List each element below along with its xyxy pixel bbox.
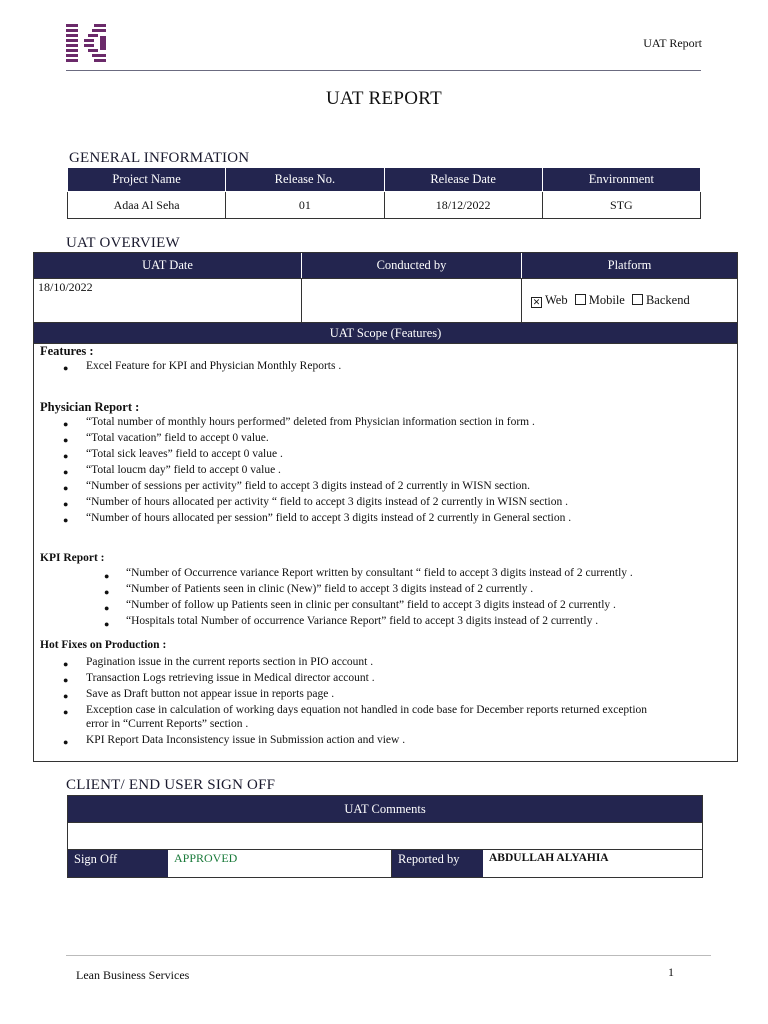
hotfix-item: Save as Draft button not appear issue in reports page . bbox=[86, 688, 335, 700]
reported-by-value: ABDULLAH ALYAHIA bbox=[489, 852, 609, 864]
feature-item: Excel Feature for KPI and Physician Monthly Reports . bbox=[86, 360, 342, 372]
general-info-header-row bbox=[68, 168, 701, 192]
physician-item: “Number of hours allocated per session” field to accept 3 digits instead of 2 currently in General section . bbox=[86, 512, 572, 524]
bullet-icon: ● bbox=[63, 515, 69, 525]
col-release-no: Release No. bbox=[226, 168, 384, 192]
bullet-icon: ● bbox=[63, 737, 69, 747]
uat-date-value: 18/10/2022 bbox=[34, 279, 302, 322]
bullet-icon: ● bbox=[63, 675, 69, 685]
col-uat-date: UAT Date bbox=[34, 253, 302, 278]
hot-fixes-label: Hot Fixes on Production : bbox=[40, 639, 167, 651]
signoff-heading: CLIENT/ END USER SIGN OFF bbox=[66, 777, 276, 793]
col-conducted-by: Conducted by bbox=[302, 253, 522, 278]
kpi-item: “Number of Patients seen in clinic (New)” field to accept 3 digits instead of 2 currently . bbox=[126, 583, 534, 595]
physician-item: “Total vacation” field to accept 0 value. bbox=[86, 432, 269, 444]
physician-item: “Total number of monthly hours performed” deleted from Physician information section in form . bbox=[86, 416, 535, 428]
physician-item: “Number of hours allocated per activity “ field to accept 3 digits instead of 2 currently in WISN section . bbox=[86, 496, 569, 508]
web-checkbox-icon[interactable]: ✕ bbox=[532, 297, 541, 307]
hotfix-item: KPI Report Data Inconsistency issue in Submission action and view . bbox=[86, 734, 406, 746]
bullet-icon: ● bbox=[63, 435, 69, 445]
uat-scope-body bbox=[34, 343, 737, 761]
page-number: 1 bbox=[668, 965, 674, 979]
hotfix-item: Pagination issue in the current reports section in PIO account . bbox=[86, 656, 374, 668]
general-info-table bbox=[67, 167, 701, 219]
release-date-value: 18/12/2022 bbox=[384, 192, 542, 219]
uat-comments-value bbox=[68, 822, 702, 849]
platform-options bbox=[522, 279, 737, 322]
col-environment: Environment bbox=[542, 168, 700, 192]
hotfix-item-continuation: error in “Current Reports” section . bbox=[86, 718, 249, 730]
footer-divider bbox=[66, 955, 711, 956]
hotfix-item: Transaction Logs retrieving issue in Medical director account . bbox=[86, 672, 375, 684]
bullet-icon: ● bbox=[63, 707, 69, 717]
uat-scope-heading: UAT Scope (Features) bbox=[34, 322, 737, 343]
features-label: Features : bbox=[40, 344, 94, 358]
bullet-icon: ● bbox=[63, 483, 69, 493]
platform-backend-option[interactable]: Backend bbox=[632, 293, 690, 307]
bullet-icon: ● bbox=[104, 571, 110, 581]
kpi-item: “Number of Occurrence variance Report written by consultant “ field to accept 3 digits instead of 2 currently . bbox=[126, 567, 633, 579]
bullet-icon: ● bbox=[104, 603, 110, 613]
uat-overview-heading: UAT OVERVIEW bbox=[66, 235, 180, 251]
page-title: UAT REPORT bbox=[325, 88, 443, 109]
bullet-icon: ● bbox=[63, 691, 69, 701]
release-no-value: 01 bbox=[226, 192, 384, 219]
bullet-icon: ● bbox=[63, 363, 69, 373]
physician-report-label: Physician Report : bbox=[40, 400, 140, 414]
general-info-heading: GENERAL INFORMATION bbox=[69, 150, 250, 166]
header-report-label: UAT Report bbox=[643, 36, 702, 50]
bullet-icon: ● bbox=[104, 619, 110, 629]
company-logo bbox=[66, 24, 106, 62]
physician-item: “Number of sessions per activity” field to accept 3 digits instead of 2 currently in WISN section. bbox=[86, 480, 531, 492]
project-name-value: Adaa Al Seha bbox=[68, 192, 226, 219]
platform-web-option[interactable]: ✕ Web bbox=[532, 293, 568, 307]
general-info-value-row bbox=[68, 192, 701, 219]
platform-mobile-option[interactable]: Mobile bbox=[575, 293, 625, 307]
physician-item: “Total loucm day” field to accept 0 value . bbox=[86, 464, 281, 476]
sign-off-status: APPROVED bbox=[168, 850, 392, 877]
kpi-item: “Number of follow up Patients seen in clinic per consultant” field to accept 3 digits instead of 2 currently . bbox=[126, 599, 616, 611]
col-release-date: Release Date bbox=[384, 168, 542, 192]
kpi-report-label: KPI Report : bbox=[40, 552, 105, 564]
reported-by-label: Reported by bbox=[392, 850, 483, 877]
signoff-row bbox=[68, 849, 702, 877]
bullet-icon: ● bbox=[63, 451, 69, 461]
col-project-name: Project Name bbox=[68, 168, 226, 192]
bullet-icon: ● bbox=[104, 587, 110, 597]
signoff-table bbox=[67, 795, 703, 878]
conducted-by-value bbox=[302, 279, 522, 322]
uat-overview-value-row bbox=[34, 278, 737, 322]
footer-company: Lean Business Services bbox=[76, 968, 190, 982]
uat-overview-header-row bbox=[34, 253, 737, 278]
header-divider bbox=[66, 70, 701, 71]
uat-comments-header: UAT Comments bbox=[68, 796, 702, 822]
hotfix-item: Exception case in calculation of working days equation not handled in code base for December reports returned exception bbox=[86, 704, 648, 716]
physician-item: “Total sick leaves” field to accept 0 value . bbox=[86, 448, 283, 460]
bullet-icon: ● bbox=[63, 467, 69, 477]
bullet-icon: ● bbox=[63, 499, 69, 509]
mobile-checkbox-icon[interactable] bbox=[575, 294, 586, 305]
sign-off-label: Sign Off bbox=[68, 850, 168, 877]
uat-overview-table bbox=[33, 252, 738, 762]
kpi-item: “Hospitals total Number of occurrence Variance Report” field to accept 3 digits instead of 2 currently . bbox=[126, 615, 599, 627]
col-platform: Platform bbox=[607, 258, 652, 272]
backend-checkbox-icon[interactable] bbox=[632, 294, 643, 305]
bullet-icon: ● bbox=[63, 659, 69, 669]
bullet-icon: ● bbox=[63, 419, 69, 429]
environment-value: STG bbox=[542, 192, 700, 219]
